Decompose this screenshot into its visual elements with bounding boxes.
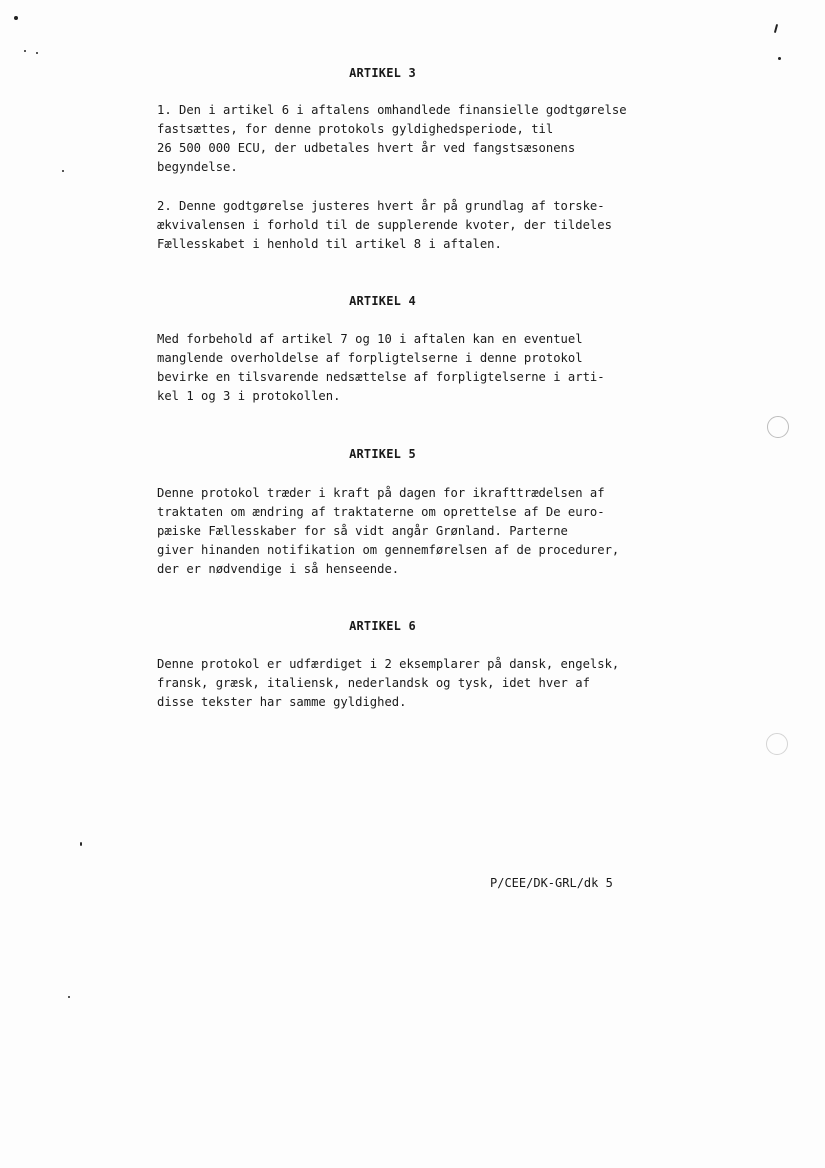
text-line: pæiske Fællesskaber for så vidt angår Grønland. Parterne xyxy=(157,524,568,538)
scan-speck xyxy=(36,52,38,54)
article-6-heading: ARTIKEL 6 xyxy=(349,619,416,633)
text-line: kel 1 og 3 i protokollen. xyxy=(157,389,341,403)
text-line: disse tekster har samme gyldighed. xyxy=(157,695,407,709)
scan-speck xyxy=(24,50,26,52)
text-line: manglende overholdelse af forpligtelserne i denne protokol xyxy=(157,351,583,365)
scan-mark xyxy=(774,24,778,33)
text-line: giver hinanden notifikation om gennemførelsen af de procedurer, xyxy=(157,543,620,557)
text-line: Med forbehold af artikel 7 og 10 i aftalen kan en eventuel xyxy=(157,332,583,346)
text-line: fransk, græsk, italiensk, nederlandsk og tysk, idet hver af xyxy=(157,676,590,690)
article-6-paragraph xyxy=(157,655,657,712)
text-line: bevirke en tilsvarende nedsættelse af forpligtelserne i arti- xyxy=(157,370,605,384)
article-5-heading: ARTIKEL 5 xyxy=(349,447,416,461)
text-line: Denne protokol er udfærdiget i 2 eksemplarer på dansk, engelsk, xyxy=(157,657,620,671)
text-line: traktaten om ændring af traktaterne om oprettelse af De euro- xyxy=(157,505,605,519)
scan-speck xyxy=(14,16,18,20)
text-line: 2. Denne godtgørelse justeres hvert år på grundlag af torske- xyxy=(157,199,605,213)
text-line: der er nødvendige i så henseende. xyxy=(157,562,400,576)
article-3-paragraph-2 xyxy=(157,197,657,254)
article-4-paragraph xyxy=(157,330,657,406)
punch-hole-mark xyxy=(766,733,788,755)
article-4-heading: ARTIKEL 4 xyxy=(349,294,416,308)
text-line: fastsættes, for denne protokols gyldighedsperiode, til xyxy=(157,122,554,136)
text-line: begyndelse. xyxy=(157,160,238,174)
text-line: 1. Den i artikel 6 i aftalens omhandlede finansielle godtgørelse xyxy=(157,103,627,117)
punch-hole-mark xyxy=(767,416,789,438)
text-line: Fællesskabet i henhold til artikel 8 i aftalen. xyxy=(157,237,502,251)
text-line: ækvivalensen i forhold til de supplerende kvoter, der tildeles xyxy=(157,218,612,232)
scan-speck xyxy=(68,996,70,998)
scan-speck xyxy=(80,842,82,846)
article-5-paragraph xyxy=(157,484,657,579)
scan-speck xyxy=(62,170,64,172)
text-line: 26 500 000 ECU, der udbetales hvert år ved fangstsæsonens xyxy=(157,141,576,155)
document-reference-footer: P/CEE/DK-GRL/dk 5 xyxy=(490,876,613,890)
text-line: Denne protokol træder i kraft på dagen for ikrafttrædelsen af xyxy=(157,486,605,500)
article-3-paragraph-1 xyxy=(157,101,657,177)
article-3-heading: ARTIKEL 3 xyxy=(349,66,416,80)
scan-speck xyxy=(778,57,781,60)
